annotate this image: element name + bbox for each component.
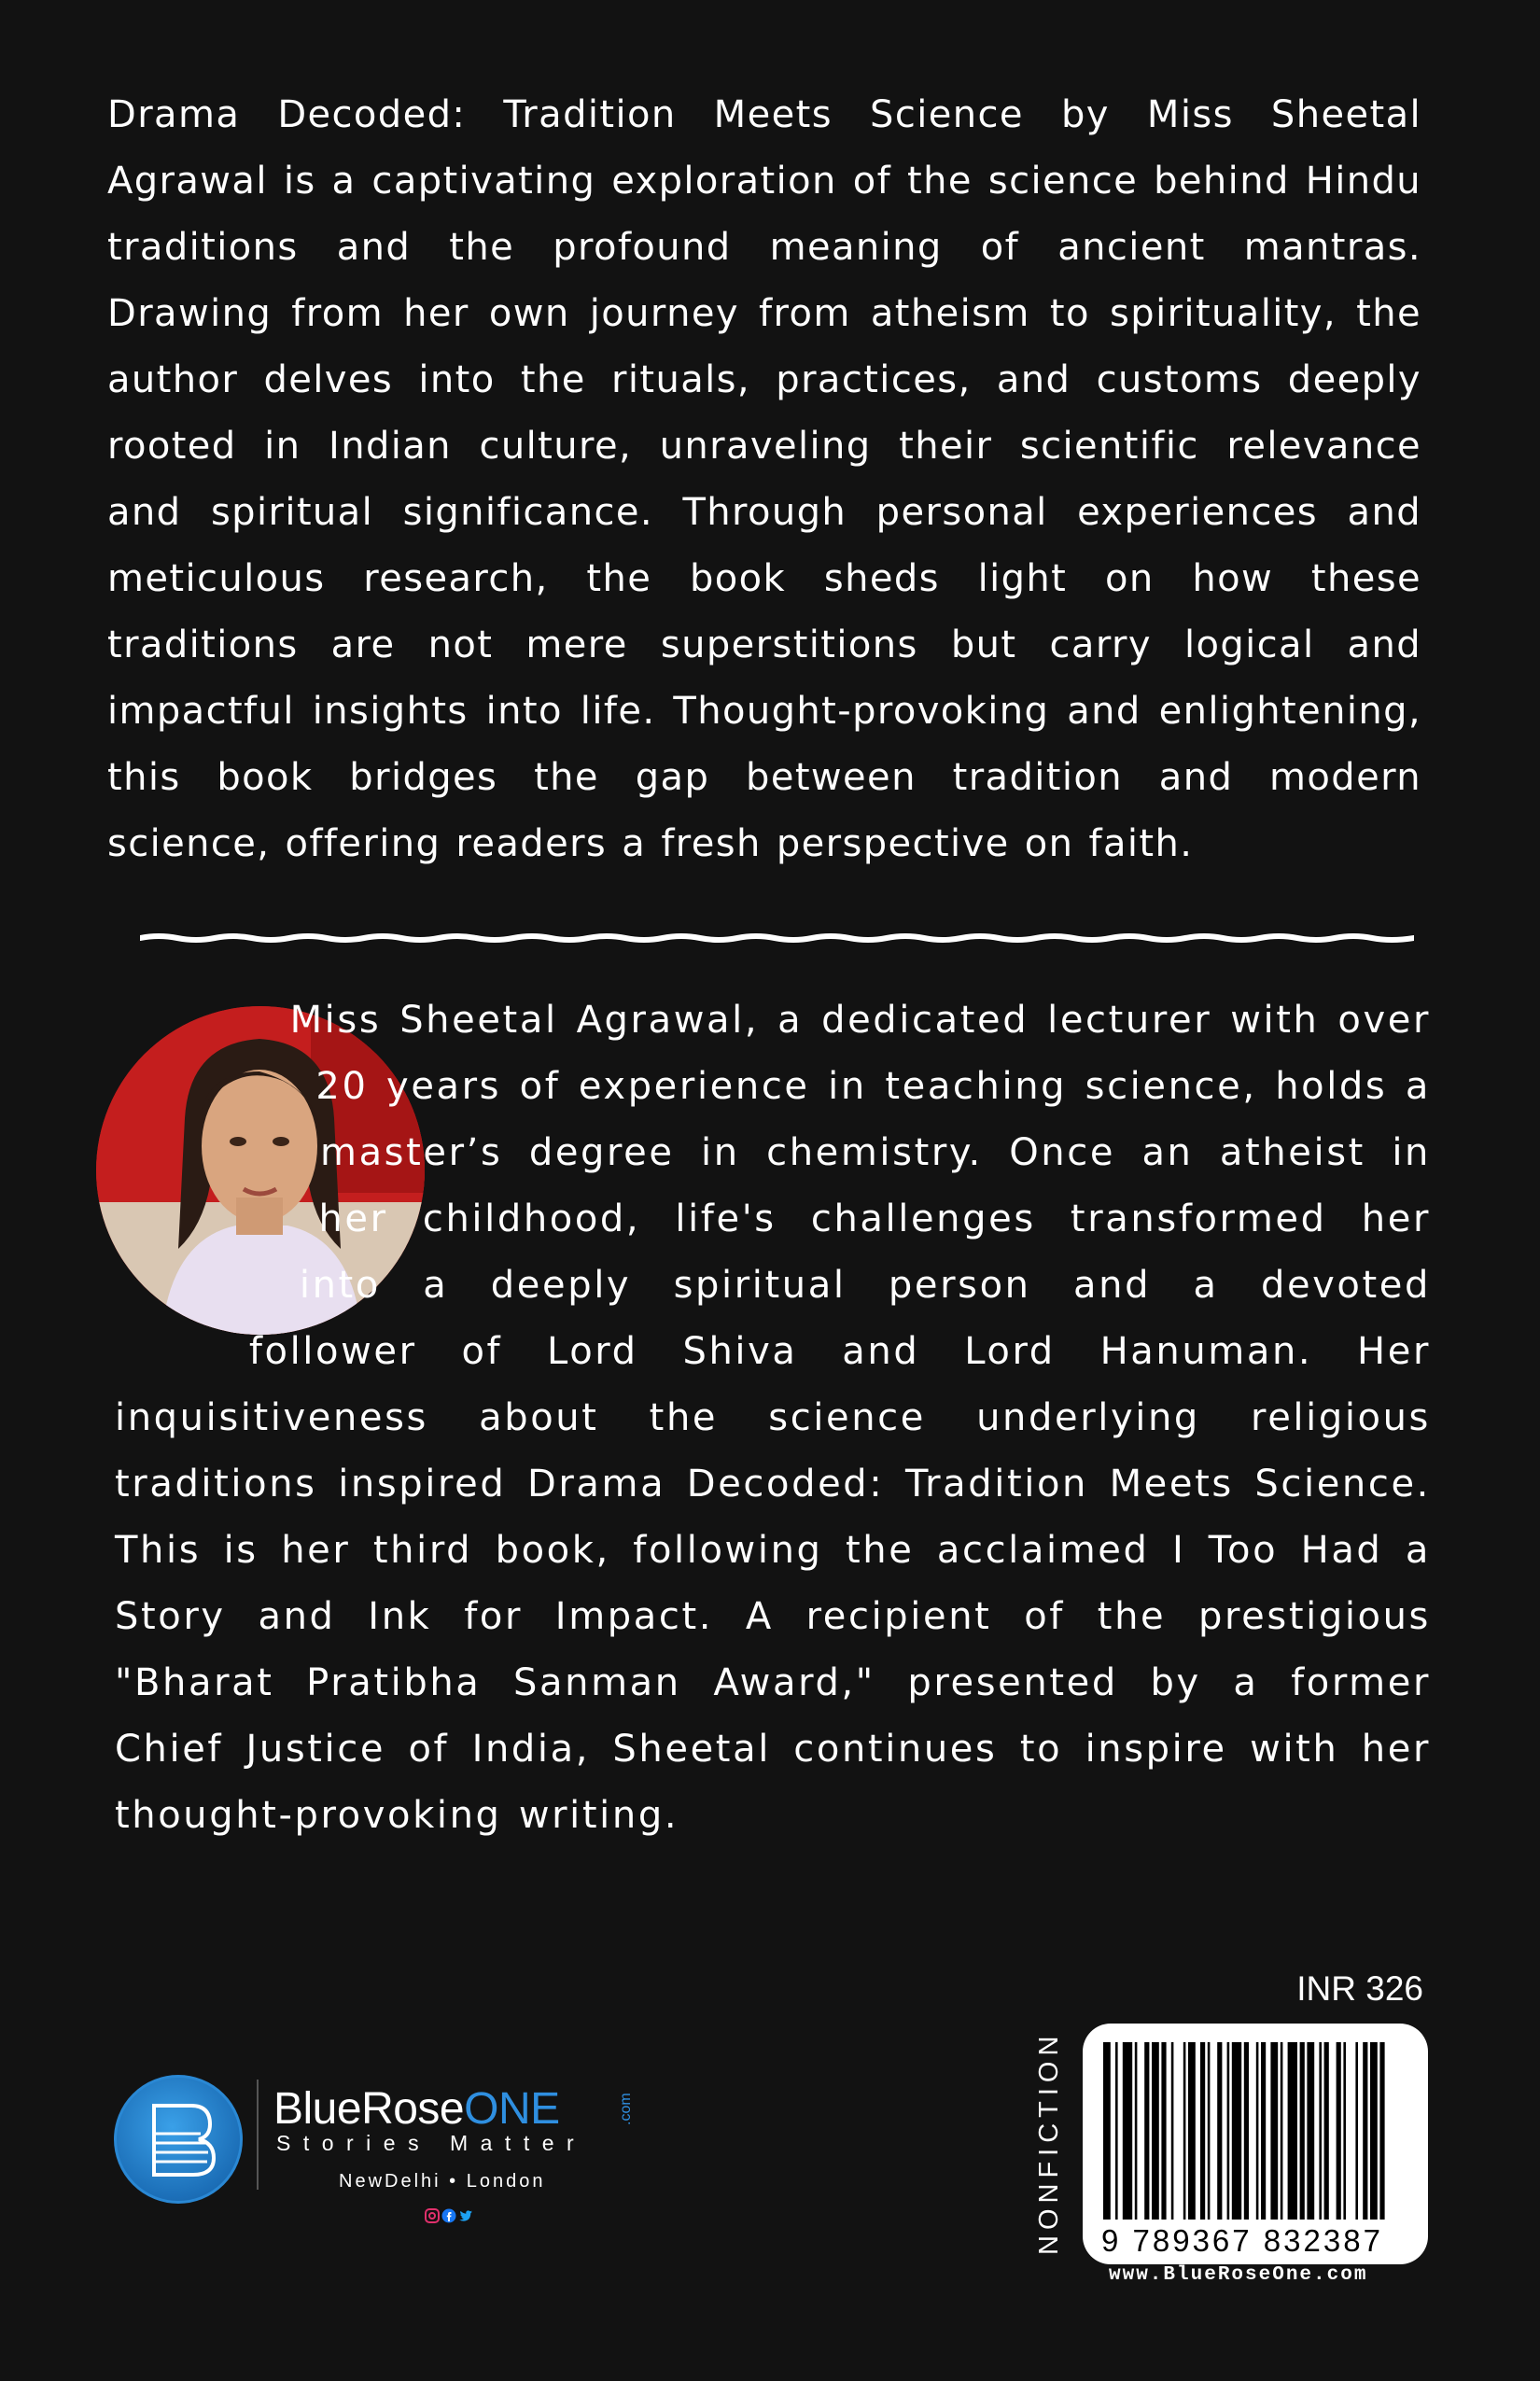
social-icons xyxy=(425,2208,473,2223)
author-bio xyxy=(115,987,1431,1849)
logo-separator xyxy=(257,2080,259,2190)
book-description: Drama Decoded: Tradition Meets Science by Miss Sheetal Agrawal is a captivating exploration of the science behind Hindu traditions and the profound meaning of ancient mantras. Drawing from her own journey from atheism to spirituality, the author delves into the rituals, practices, and customs deeply rooted in Indian culture, unraveling their scientific relevance and spiritual significance. Through personal experiences and meticulous research, the book sheds light on how these traditions are not mere superstitions but carry logical and impactful insights into life. Thought-provoking and enlightening, this book bridges the gap between tradition and modern science, offering readers a fresh perspective on faith. xyxy=(107,93,1421,865)
instagram-icon xyxy=(425,2208,440,2223)
isbn-barcode xyxy=(1083,2024,1428,2264)
twitter-icon xyxy=(458,2208,473,2223)
isbn-number: 9 789367 832387 xyxy=(1101,2223,1383,2258)
publisher-website: www.BlueRoseOne.com xyxy=(1109,2264,1368,2286)
price-label: INR 326 xyxy=(1296,1969,1423,2008)
publisher-name xyxy=(273,2083,560,2135)
publisher-cities: NewDelhi • London xyxy=(339,2171,546,2192)
publisher-logo-icon xyxy=(114,2075,243,2204)
author-bio-text: Miss Sheetal Agrawal, a dedicated lecturer with over 20 years of experience in teaching science, holds a master’s degree in chemistry. Once an atheist in her childhood, life's challenges transformed her into a deeply spiritual person and a devoted follower of Lord Shiva and Lord Hanuman. Her inquisitiveness about the science underlying religious traditions inspired Drama Decoded: Tradition Meets Science. This is her third book, following the acclaimed I Too Had a Story and Ink for Impact. A recipient of the prestigious "Bharat Pratibha Sanman Award," presented by a former Chief Justice of India, Sheetal continues to inspire with her thought-provoking writing. xyxy=(115,999,1431,1837)
facebook-icon xyxy=(441,2208,456,2223)
publisher-tagline: Stories Matter xyxy=(276,2131,587,2155)
section-divider xyxy=(140,933,1414,943)
publisher-suffix: .com xyxy=(618,2093,634,2125)
publisher-name-part2: ONE xyxy=(464,2084,560,2134)
publisher-name-part1: BlueRose xyxy=(273,2084,465,2134)
genre-label: NONFICTION xyxy=(1034,2030,1064,2255)
